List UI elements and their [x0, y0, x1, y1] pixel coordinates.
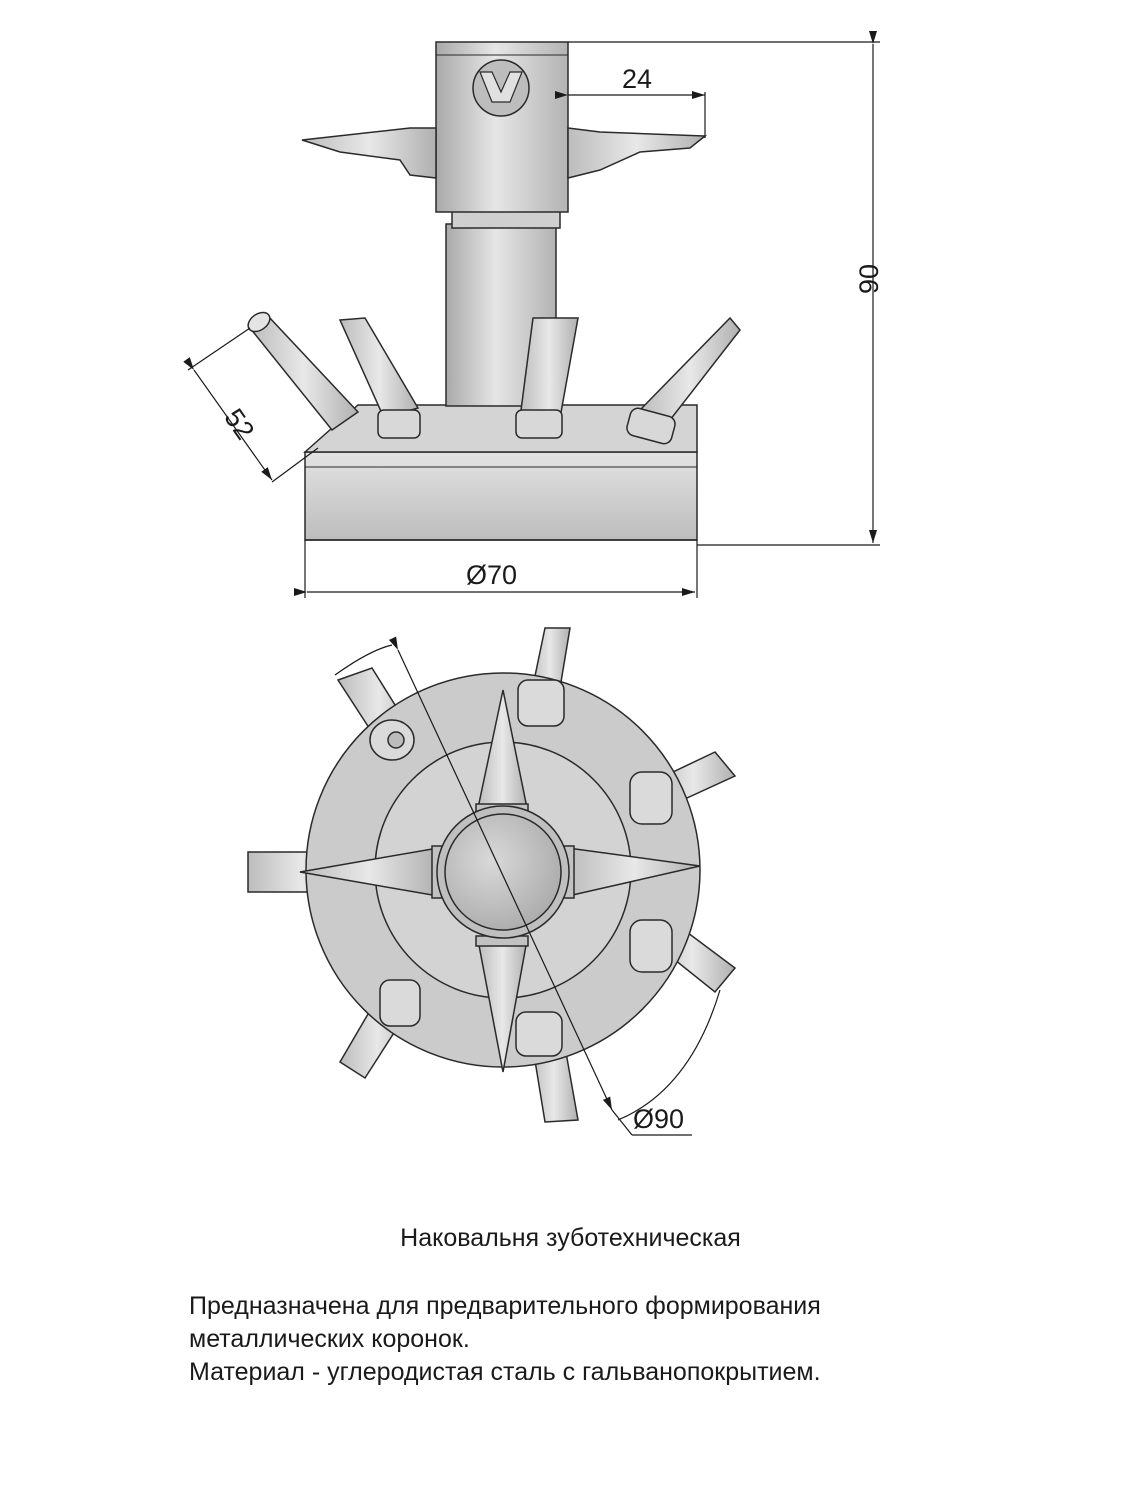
dim-overall-diameter: Ø90: [633, 1104, 685, 1134]
caption-description: [189, 1290, 1089, 1389]
base-disc: [305, 452, 697, 540]
pin-2: [340, 318, 418, 418]
caption-title: Наковальня зуботехническая: [400, 1224, 741, 1252]
dim-pin-length: 52: [218, 403, 261, 446]
caption-line-1: Предназначена для предварительного формирования: [189, 1292, 821, 1320]
side-view: [245, 42, 740, 540]
horn-block: [436, 42, 568, 212]
pin-1: [250, 316, 358, 430]
caption-line-3: Материал - углеродистая сталь с гальванопокрытием.: [189, 1358, 821, 1386]
dim-total-height: 90: [854, 263, 884, 294]
dim-horn-length: 24: [622, 64, 653, 94]
left-horn: [302, 128, 436, 178]
caption-line-2: металлических коронок.: [189, 1325, 470, 1353]
top-view: [248, 628, 735, 1122]
top-hub: [445, 814, 561, 930]
right-horn: [568, 128, 705, 178]
dim-base-diameter: Ø70: [466, 560, 518, 590]
